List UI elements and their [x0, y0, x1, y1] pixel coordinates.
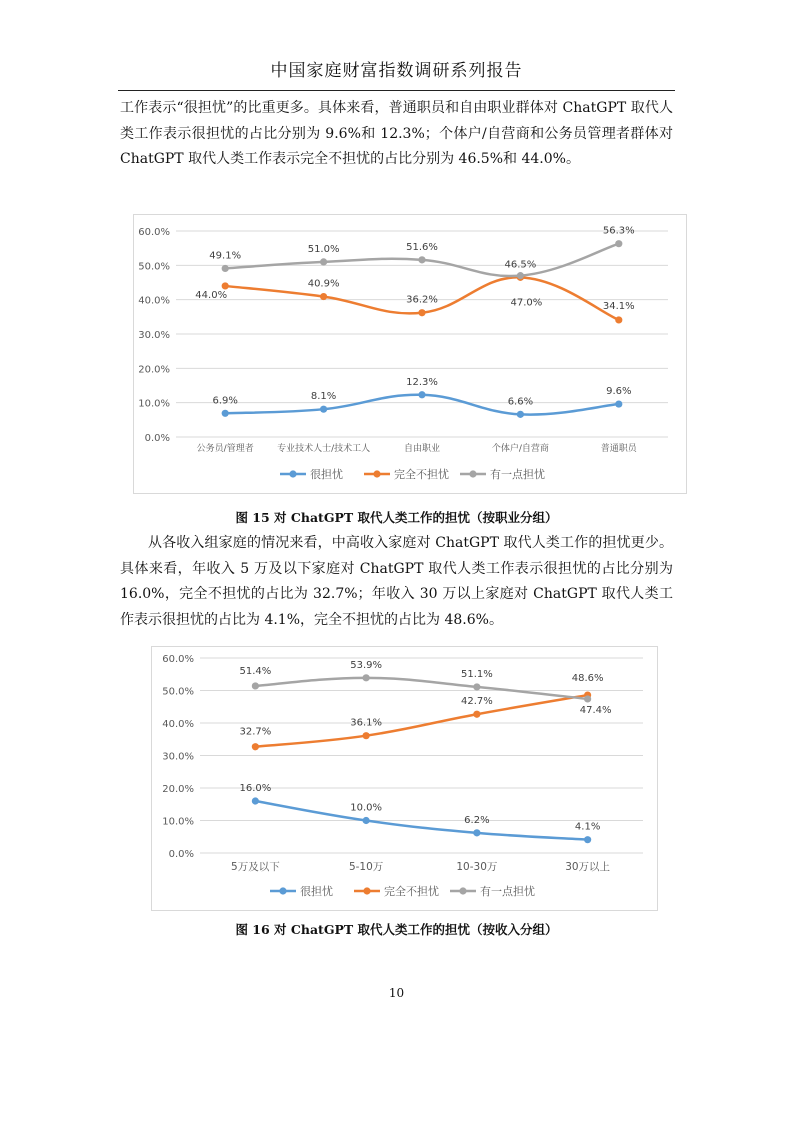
figure-15-caption: 图 15 对 ChatGPT 取代人类工作的担忧（按职业分组） [235, 510, 558, 525]
data-point-very-worried [418, 391, 425, 398]
data-point-not-worried [363, 732, 370, 739]
income-chart-svg [152, 647, 657, 910]
x-tick-label: 5-10万 [348, 861, 384, 873]
report-series-title: 中国家庭财富指数调研系列报告 [270, 61, 523, 81]
data-point-very-worried [517, 411, 524, 418]
data-label: 56.3% [602, 225, 635, 237]
y-tick-label: 20.0% [162, 784, 194, 795]
data-point-somewhat-worried [418, 256, 425, 263]
data-label: 6.9% [212, 395, 238, 407]
data-point-somewhat-worried [615, 240, 622, 247]
data-label: 46.5% [504, 259, 537, 271]
legend-label: 很担忧 [300, 885, 333, 898]
legend-label: 完全不担忧 [384, 885, 439, 898]
data-point-somewhat-worried [320, 258, 327, 265]
figure-16-caption: 图 16 对 ChatGPT 取代人类工作的担忧（按收入分组） [235, 922, 558, 937]
data-label: 36.2% [406, 294, 438, 306]
data-label: 48.6% [571, 673, 604, 685]
data-point-somewhat-worried [363, 674, 370, 681]
y-tick-label: 50.0% [138, 261, 170, 273]
data-point-very-worried [252, 797, 259, 804]
page-number: 10 [388, 986, 405, 1000]
data-label: 51.1% [460, 668, 493, 680]
legend-marker-very-worried [289, 470, 296, 477]
data-point-not-worried [615, 316, 622, 323]
legend-marker-somewhat-worried [469, 470, 476, 477]
legend-marker-very-worried [279, 887, 286, 894]
data-label: 16.0% [239, 783, 272, 794]
data-point-very-worried [615, 400, 622, 407]
data-point-not-worried [252, 743, 259, 750]
y-tick-label: 50.0% [162, 686, 194, 698]
data-label: 32.7% [239, 726, 272, 738]
income-chart [151, 646, 658, 911]
data-label: 9.6% [606, 386, 632, 398]
data-point-not-worried [418, 309, 425, 316]
data-label: 44.0% [195, 289, 228, 301]
legend-label: 完全不担忧 [394, 468, 449, 481]
data-point-very-worried [363, 817, 370, 824]
occupation-chart-svg [134, 215, 686, 493]
data-label: 34.1% [602, 300, 635, 312]
data-label: 8.1% [310, 391, 337, 403]
x-tick-label: 专业技术人士/技术工人 [277, 444, 371, 454]
legend-label: 有一点担忧 [490, 468, 545, 481]
x-tick-label: 30万以上 [565, 861, 611, 873]
header-divider [118, 90, 675, 91]
legend-marker-not-worried [373, 470, 380, 477]
data-point-somewhat-worried [222, 265, 229, 272]
y-tick-label: 30.0% [162, 751, 194, 763]
y-tick-label: 10.0% [138, 398, 170, 410]
y-tick-label: 10.0% [162, 816, 194, 828]
legend-marker-somewhat-worried [459, 887, 466, 894]
data-point-very-worried [222, 410, 229, 417]
legend-label: 很担忧 [310, 468, 343, 481]
data-point-somewhat-worried [252, 682, 259, 689]
y-tick-label: 0.0% [144, 433, 170, 444]
legend-label: 有一点担忧 [480, 885, 535, 898]
paragraph-occupation: 工作表示“很担忧”的比重更多。具体来看，普通职员和自由职业群体对 ChatGPT 取代人类工作表示很担忧的占比分别为 9.6%和 12.3%；个体户/自营商和公务员管理者群体对 ChatGPT 取代人类工作表示完全不担忧的占比分别为 46.5%和 44.0%。 [120, 100, 673, 167]
x-tick-label: 自由职业 [403, 444, 441, 454]
x-tick-label: 个体户/自营商 [491, 444, 549, 454]
x-tick-label: 10-30万 [456, 861, 498, 873]
data-point-somewhat-worried [473, 683, 480, 690]
data-label: 6.6% [507, 396, 534, 408]
data-label: 53.9% [350, 659, 383, 671]
y-tick-label: 30.0% [138, 330, 170, 341]
occupation-chart [133, 214, 687, 494]
data-label: 12.3% [406, 376, 438, 388]
data-label: 49.1% [209, 250, 242, 262]
y-tick-label: 40.0% [162, 719, 194, 730]
legend-marker-not-worried [363, 887, 370, 894]
data-label: 36.1% [350, 717, 383, 729]
y-tick-label: 60.0% [162, 654, 194, 665]
data-label: 10.0% [350, 802, 383, 814]
y-tick-label: 60.0% [138, 227, 170, 238]
data-label: 4.1% [574, 821, 601, 833]
data-point-not-worried [473, 711, 480, 718]
data-point-very-worried [473, 829, 480, 836]
x-tick-label: 5万及以下 [231, 861, 280, 873]
data-point-somewhat-worried [517, 272, 524, 279]
data-point-not-worried [320, 293, 327, 300]
data-point-very-worried [320, 406, 327, 413]
x-tick-label: 普通职员 [600, 444, 637, 454]
data-point-somewhat-worried [584, 695, 591, 702]
x-tick-label: 公务员/管理者 [196, 444, 254, 454]
series-line-not-worried [255, 695, 587, 747]
data-label: 51.4% [239, 665, 272, 677]
paragraph-income: 从各收入组家庭的情况来看，中高收入家庭对 ChatGPT 取代人类工作的担忧更少。具体来看，年收入 5 万及以下家庭对 ChatGPT 取代人类工作表示很担忧的占比分别为 16.0%，完全不担忧的占比为 32.7%；年收入 30 万以上家庭对 ChatGPT 取代人类工作表示很担忧的占比为 4.1%，完全不担忧的占比为 48.6%。 [120, 535, 673, 628]
data-point-not-worried [222, 282, 229, 289]
data-label: 40.9% [307, 278, 340, 290]
data-label: 42.7% [460, 696, 493, 708]
data-label: 47.0% [510, 297, 543, 309]
data-label: 6.2% [464, 814, 490, 826]
data-label: 51.0% [307, 243, 340, 255]
data-label: 47.4% [579, 704, 612, 716]
data-label: 51.6% [406, 241, 438, 253]
y-tick-label: 0.0% [168, 849, 194, 860]
data-point-very-worried [584, 836, 591, 843]
series-line-somewhat-worried [255, 678, 587, 699]
y-tick-label: 20.0% [138, 364, 170, 376]
y-tick-label: 40.0% [138, 295, 170, 307]
